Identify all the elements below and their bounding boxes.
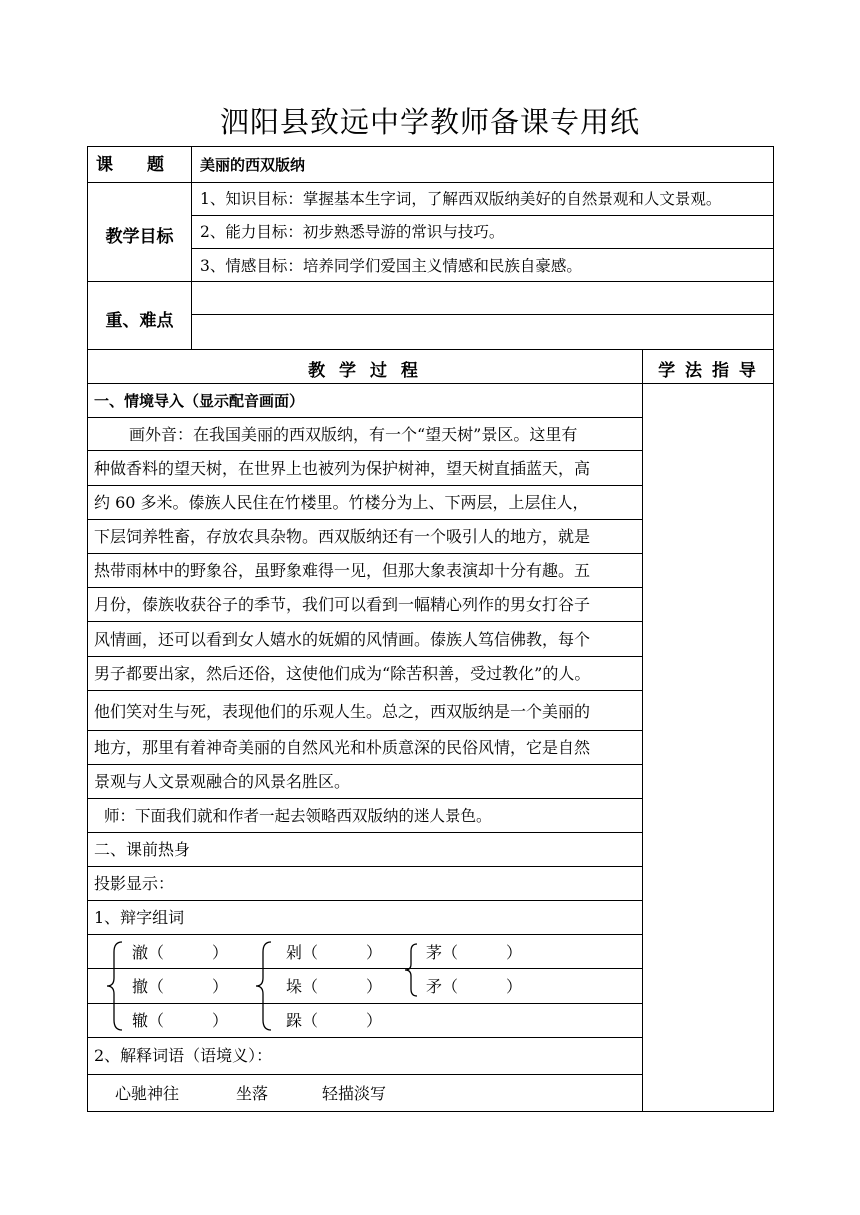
objective-2: 2、能力目标：初步熟悉导游的常识与技巧。	[200, 223, 505, 241]
topic-label: 课 题	[96, 155, 164, 175]
paragraph-line: 热带雨林中的野象谷，虽野象难得一见，但那大象表演却十分有趣。五	[94, 561, 591, 580]
char-item: 剁（ ）	[286, 943, 383, 962]
paragraph-line: 地方，那里有着神奇美丽的自然风光和朴质意深的民俗风情，它是自然	[94, 738, 591, 757]
char-item: 辙（ ）	[132, 1011, 229, 1030]
char-item: 跺（ ）	[286, 1011, 383, 1030]
topic-value: 美丽的西双版纳	[200, 156, 306, 174]
char-item: 矛（ ）	[426, 977, 523, 996]
paragraph-line: 月份，傣族收获谷子的季节，我们可以看到一幅精心列作的男女打谷子	[94, 595, 591, 614]
paragraph-line: 画外音：在我国美丽的西双版纳，有一个“望天树”景区。这里有	[129, 425, 578, 444]
vocab-item: 心驰神往	[115, 1084, 180, 1103]
left-brace-icon	[402, 942, 420, 998]
paragraph-line: 男子都要出家，然后还俗，这使他们成为“除苦积善，受过教化”的人。	[94, 664, 591, 683]
vocab-item: 坐落	[236, 1084, 269, 1103]
left-brace-icon	[253, 940, 275, 1032]
paragraph-line: 种做香料的望天树，在世界上也被列为保护树神，望天树直插蓝天，高	[94, 459, 591, 478]
guide-heading: 学 法 指 导	[658, 361, 758, 381]
char-item: 澈（ ）	[132, 943, 229, 962]
char-item: 垛（ ）	[286, 977, 383, 996]
left-brace-icon	[104, 940, 126, 1032]
objective-3: 3、情感目标：培养同学们爱国主义情感和民族自豪感。	[200, 257, 582, 275]
vocab-item: 轻描淡写	[322, 1084, 387, 1103]
paragraph-line: 风情画，还可以看到女人嬉水的妩媚的风情画。傣族人笃信佛教，每个	[94, 630, 591, 649]
char-item: 茅（ ）	[426, 943, 523, 962]
section-2-title: 二、课前热身	[94, 840, 191, 859]
char-item: 撤（ ）	[132, 977, 229, 996]
objective-1: 1、知识目标：掌握基本生字词，了解西双版纳美好的自然景观和人文景观。	[200, 190, 722, 208]
section-1-title: 一、情境导入（显示配音画面）	[94, 392, 305, 410]
document-title: 泗阳县致远中学教师备课专用纸	[219, 105, 640, 139]
projection-label: 投影显示：	[94, 874, 175, 893]
paragraph-line: 下层饲养牲畜，存放农具杂物。西双版纳还有一个吸引人的地方，就是	[94, 527, 591, 546]
exercise-1-title: 1、辩字组词	[94, 908, 185, 927]
exercise-2-title: 2、解释词语（语境义）：	[94, 1046, 273, 1065]
paragraph-line: 约 60 多米。傣族人民住在竹楼里。竹楼分为上、下两层，上层住人，	[94, 493, 589, 512]
teacher-line: 师：下面我们就和作者一起去领略西双版纳的迷人景色。	[104, 807, 492, 825]
process-heading: 教 学 过 程	[308, 361, 422, 381]
objectives-label: 教学目标	[105, 227, 174, 247]
paragraph-line: 他们笑对生与死，表现他们的乐观人生。总之，西双版纳是一个美丽的	[94, 702, 591, 721]
paragraph-line: 景观与人文景观融合的风景名胜区。	[94, 772, 351, 791]
key-points-label: 重、难点	[105, 311, 174, 331]
